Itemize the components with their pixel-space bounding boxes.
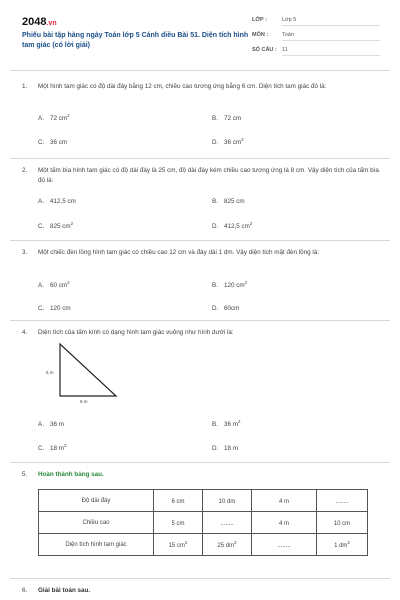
- table-cell: 25 $dm^2$: [203, 534, 252, 556]
- table-row: [39, 534, 368, 556]
- divider: [10, 240, 390, 241]
- divider: [10, 158, 390, 159]
- q4-option-c[interactable]: C. 18 $m^2$: [38, 443, 67, 453]
- q3-option-a[interactable]: A. 60 $cm^2$: [38, 280, 70, 290]
- table-cell[interactable]: ........: [203, 512, 252, 534]
- divider: [10, 70, 390, 71]
- table-cell: 10 dm: [203, 490, 252, 512]
- table-cell[interactable]: ........: [317, 490, 368, 512]
- divider: [10, 320, 390, 321]
- section-5-heading: 5. Hoàn thành bảng sau.: [22, 471, 104, 478]
- q1-option-a[interactable]: A. 72 $cm^2$: [38, 113, 70, 123]
- row-label: Chiều cao: [39, 512, 154, 534]
- table-cell: 4 m: [252, 512, 317, 534]
- q2-option-a[interactable]: A. 412,5 cm: [38, 198, 76, 206]
- q2-option-d[interactable]: D. 412,5 $cm^2$: [212, 221, 253, 231]
- q2-option-c[interactable]: C. 825 $cm^2$: [38, 221, 74, 231]
- table-cell[interactable]: ........: [252, 534, 317, 556]
- q3-option-d[interactable]: D. 60cm: [212, 305, 240, 313]
- table-row: [39, 490, 368, 512]
- table-cell: 5 cm: [154, 512, 203, 534]
- q4-option-a[interactable]: A. 36 m: [38, 421, 64, 429]
- site-logo[interactable]: 2048.vn: [22, 16, 57, 28]
- divider: [10, 578, 390, 579]
- q3-option-b[interactable]: B. 120 $cm^2$: [212, 280, 248, 290]
- table-cell: 15 $cm^2$: [154, 534, 203, 556]
- q4-option-b[interactable]: B. 36 $m^2$: [212, 419, 241, 429]
- info-question-count: SỐ CÂU : 11: [252, 47, 380, 56]
- divider: [10, 462, 390, 463]
- q3-option-c[interactable]: C. 120 cm: [38, 305, 71, 313]
- table-cell: 1 $dm^2$: [317, 534, 368, 556]
- section-6-heading: 6. Giải bài toán sau.: [22, 587, 91, 594]
- q1-option-d[interactable]: D. 36 $cm^2$: [212, 137, 244, 147]
- table-row: [39, 512, 368, 534]
- triangle-base-label: 6 m: [80, 399, 88, 404]
- table-cell: 10 cm: [317, 512, 368, 534]
- info-subject: MÔN : Toán: [252, 32, 380, 41]
- table-cell: 4 m: [252, 490, 317, 512]
- q4-option-d[interactable]: D. 18 m: [212, 445, 238, 453]
- right-triangle-figure: [58, 342, 122, 400]
- row-label: Diện tích hình tam giác: [39, 534, 154, 556]
- q1-option-b[interactable]: B. 72 cm: [212, 115, 242, 123]
- fill-in-table: [38, 489, 368, 556]
- page-title: Phiếu bài tập hàng ngày Toán lớp 5 Cánh diều Bài 51. Diện tích hình tam giác (có lời giải): [22, 32, 249, 49]
- row-label: Độ dài đáy: [39, 490, 154, 512]
- triangle-side-label: 6 m: [46, 370, 54, 375]
- q2-option-b[interactable]: B. 825 cm: [212, 198, 245, 206]
- worksheet-page: 2048.vn Phiếu bài tập hàng ngày Toán lớp 5 Cánh diều Bài 51. Diện tích hình tam giác (có lời giải) LỚP : Lớp 5 MÔN : Toán SỐ CÂU : 11 1. Một hình tam giác có độ dài đáy bằng 12 cm, chiều cao tương ứng bằng 6 cm. Diện tích tam giác đó là: A. 72 $cm^2$ B. 72 cm C. 36 cm D. 36 $cm^2$ 2. Một tấm bìa hình tam giác có độ dài đáy là 25 cm, độ dài đáy kém chiều cao tương ứng là 8 cm. Vậy diện tích của tấm bìa đó là: A. 412,5 cm B. 825 cm C. 825 $cm^2$ D. 412,5 $cm^2$ 3. Một chiếc đèn lồng hình tam giác có chiều cao 12 cm và đáy dài 1 dm. Vậy diện tích mặt đèn lồng là: A. 60 $cm^2$ B. 120 $cm^2$ C. 120 cm D. 60cm 4. Diện tích của tấm kính có dạng hình tam giác vuông như hình dưới là: 6 m 6 m A. 36 m B. 36 $m^2$ C. 18 $m^2$ D. 18 m 5. Hoàn thành bảng sau. Độ dài đáy 6 cm 10 dm 4 m ........ Chiều cao 5 cm ........ 4 m 10 cm Diện tích hình tam giác 15 $cm^2$ 25 $dm^2$ ........ 1 $dm^2$ 6. Giải bài toán sau.: [0, 0, 400, 600]
- table-cell: 6 cm: [154, 490, 203, 512]
- q1-option-c[interactable]: C. 36 cm: [38, 139, 68, 147]
- info-class: LỚP : Lớp 5: [252, 17, 380, 26]
